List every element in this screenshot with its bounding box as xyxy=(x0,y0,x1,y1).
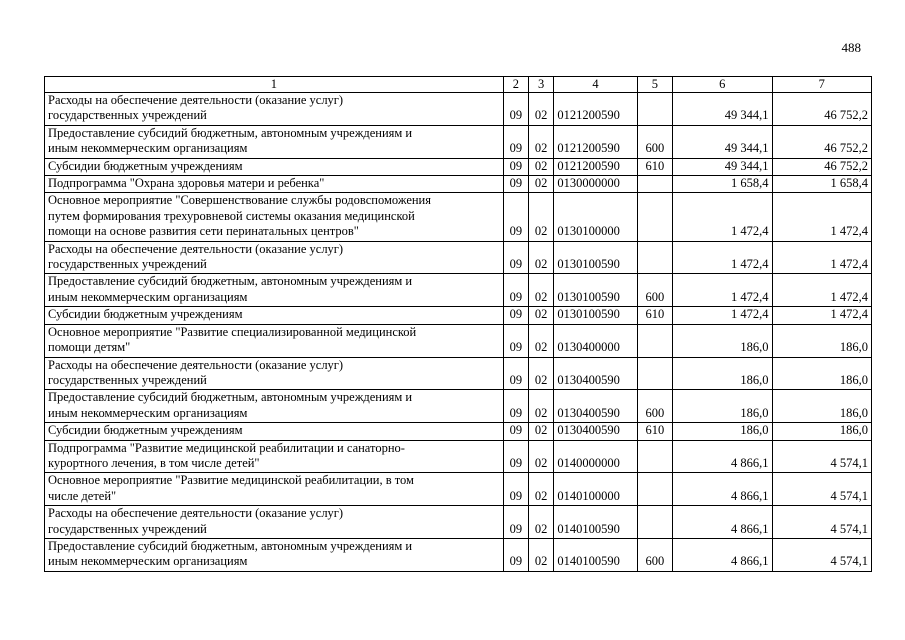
expense-name-cell: Расходы на обеспечение деятельности (оказание услуг) государственных учреждений xyxy=(45,506,504,539)
target-article-cell: 0130400590 xyxy=(554,423,637,440)
amount-col7-cell: 4 574,1 xyxy=(772,440,872,473)
expense-type-cell: 600 xyxy=(637,125,673,158)
section-code-cell: 09 xyxy=(503,473,528,506)
section-code-cell: 09 xyxy=(503,307,528,324)
budget-table xyxy=(44,76,872,572)
expense-name-cell: Предоставление субсидий бюджетным, автономным учреждениям и иным некоммерческим организациям xyxy=(45,274,504,307)
section-code-cell: 09 xyxy=(503,93,528,126)
section-code-cell: 09 xyxy=(503,357,528,390)
expense-name-cell: Основное мероприятие "Развитие медицинской реабилитации, в том числе детей" xyxy=(45,473,504,506)
amount-col6-cell: 1 472,4 xyxy=(673,193,772,241)
expense-type-cell: 600 xyxy=(637,390,673,423)
section-code-cell: 09 xyxy=(503,125,528,158)
header-row xyxy=(45,77,872,93)
target-article-cell: 0130400590 xyxy=(554,390,637,423)
amount-col7-cell: 1 472,4 xyxy=(772,241,872,274)
table-row xyxy=(45,538,872,571)
section-code-cell: 09 xyxy=(503,506,528,539)
target-article-cell: 0121200590 xyxy=(554,93,637,126)
amount-col7-cell: 186,0 xyxy=(772,324,872,357)
subsection-code-cell: 02 xyxy=(529,390,554,423)
amount-col7-cell: 46 752,2 xyxy=(772,158,872,175)
target-article-cell: 0140100590 xyxy=(554,506,637,539)
expense-name-cell: Расходы на обеспечение деятельности (оказание услуг) государственных учреждений xyxy=(45,241,504,274)
expense-name-cell: Субсидии бюджетным учреждениям xyxy=(45,158,504,175)
column-header-2: 2 xyxy=(503,77,528,93)
expense-type-cell: 610 xyxy=(637,307,673,324)
expense-name-cell: Расходы на обеспечение деятельности (оказание услуг) государственных учреждений xyxy=(45,357,504,390)
amount-col7-cell: 4 574,1 xyxy=(772,473,872,506)
target-article-cell: 0140100590 xyxy=(554,538,637,571)
expense-type-cell xyxy=(637,324,673,357)
expense-type-cell xyxy=(637,241,673,274)
expense-name-cell: Субсидии бюджетным учреждениям xyxy=(45,423,504,440)
amount-col6-cell: 49 344,1 xyxy=(673,125,772,158)
section-code-cell: 09 xyxy=(503,193,528,241)
table-row xyxy=(45,324,872,357)
expense-name-cell: Предоставление субсидий бюджетным, автономным учреждениям и иным некоммерческим организациям xyxy=(45,125,504,158)
expense-name-cell: Подпрограмма "Охрана здоровья матери и ребенка" xyxy=(45,176,504,193)
amount-col6-cell: 49 344,1 xyxy=(673,158,772,175)
table-row xyxy=(45,158,872,175)
section-code-cell: 09 xyxy=(503,440,528,473)
expense-type-cell xyxy=(637,357,673,390)
subsection-code-cell: 02 xyxy=(529,125,554,158)
target-article-cell: 0121200590 xyxy=(554,158,637,175)
target-article-cell: 0130400590 xyxy=(554,357,637,390)
amount-col6-cell: 186,0 xyxy=(673,357,772,390)
target-article-cell: 0121200590 xyxy=(554,125,637,158)
expense-type-cell xyxy=(637,440,673,473)
column-header-7: 7 xyxy=(772,77,872,93)
section-code-cell: 09 xyxy=(503,538,528,571)
table-row xyxy=(45,176,872,193)
subsection-code-cell: 02 xyxy=(529,473,554,506)
subsection-code-cell: 02 xyxy=(529,93,554,126)
expense-name-cell: Основное мероприятие "Развитие специализированной медицинской помощи детям" xyxy=(45,324,504,357)
expense-type-cell xyxy=(637,176,673,193)
target-article-cell: 0130000000 xyxy=(554,176,637,193)
table-row xyxy=(45,357,872,390)
expense-type-cell: 600 xyxy=(637,274,673,307)
target-article-cell: 0130100590 xyxy=(554,274,637,307)
amount-col7-cell: 1 472,4 xyxy=(772,307,872,324)
subsection-code-cell: 02 xyxy=(529,506,554,539)
column-header-1: 1 xyxy=(45,77,504,93)
subsection-code-cell: 02 xyxy=(529,307,554,324)
amount-col7-cell: 46 752,2 xyxy=(772,125,872,158)
amount-col6-cell: 1 472,4 xyxy=(673,241,772,274)
page-number: 488 xyxy=(841,40,861,55)
expense-name-cell: Предоставление субсидий бюджетным, автономным учреждениям и иным некоммерческим организациям xyxy=(45,538,504,571)
subsection-code-cell: 02 xyxy=(529,357,554,390)
table-row xyxy=(45,193,872,241)
column-header-4: 4 xyxy=(554,77,637,93)
amount-col7-cell: 46 752,2 xyxy=(772,93,872,126)
table-row xyxy=(45,423,872,440)
subsection-code-cell: 02 xyxy=(529,176,554,193)
table-row xyxy=(45,440,872,473)
expense-type-cell xyxy=(637,93,673,126)
expense-name-cell: Основное мероприятие "Совершенствование службы родовспоможения путем формирования трехуровневой системы оказания медицинской помощи на основе развития сети перинатальных центров" xyxy=(45,193,504,241)
amount-col6-cell: 1 472,4 xyxy=(673,307,772,324)
section-code-cell: 09 xyxy=(503,324,528,357)
table-row xyxy=(45,506,872,539)
subsection-code-cell: 02 xyxy=(529,324,554,357)
expense-type-cell: 610 xyxy=(637,158,673,175)
column-header-6: 6 xyxy=(673,77,772,93)
subsection-code-cell: 02 xyxy=(529,241,554,274)
expense-name-cell: Расходы на обеспечение деятельности (оказание услуг) государственных учреждений xyxy=(45,93,504,126)
section-code-cell: 09 xyxy=(503,158,528,175)
target-article-cell: 0130100590 xyxy=(554,241,637,274)
section-code-cell: 09 xyxy=(503,176,528,193)
amount-col6-cell: 186,0 xyxy=(673,324,772,357)
target-article-cell: 0130100000 xyxy=(554,193,637,241)
amount-col7-cell: 1 472,4 xyxy=(772,274,872,307)
amount-col6-cell: 186,0 xyxy=(673,390,772,423)
table-row xyxy=(45,125,872,158)
subsection-code-cell: 02 xyxy=(529,274,554,307)
target-article-cell: 0140100000 xyxy=(554,473,637,506)
target-article-cell: 0140000000 xyxy=(554,440,637,473)
table-row xyxy=(45,390,872,423)
amount-col6-cell: 4 866,1 xyxy=(673,506,772,539)
subsection-code-cell: 02 xyxy=(529,193,554,241)
amount-col7-cell: 1 658,4 xyxy=(772,176,872,193)
target-article-cell: 0130100590 xyxy=(554,307,637,324)
subsection-code-cell: 02 xyxy=(529,158,554,175)
amount-col6-cell: 4 866,1 xyxy=(673,538,772,571)
expense-type-cell xyxy=(637,473,673,506)
table-row xyxy=(45,241,872,274)
section-code-cell: 09 xyxy=(503,274,528,307)
amount-col6-cell: 1 472,4 xyxy=(673,274,772,307)
subsection-code-cell: 02 xyxy=(529,440,554,473)
section-code-cell: 09 xyxy=(503,390,528,423)
subsection-code-cell: 02 xyxy=(529,423,554,440)
expense-name-cell: Предоставление субсидий бюджетным, автономным учреждениям и иным некоммерческим организациям xyxy=(45,390,504,423)
amount-col6-cell: 4 866,1 xyxy=(673,473,772,506)
expense-type-cell: 600 xyxy=(637,538,673,571)
section-code-cell: 09 xyxy=(503,241,528,274)
table-row xyxy=(45,274,872,307)
amount-col6-cell: 4 866,1 xyxy=(673,440,772,473)
amount-col7-cell: 4 574,1 xyxy=(772,538,872,571)
expense-name-cell: Подпрограмма "Развитие медицинской реабилитации и санаторно- курортного лечения, в том числе детей" xyxy=(45,440,504,473)
amount-col7-cell: 186,0 xyxy=(772,357,872,390)
expense-name-cell: Субсидии бюджетным учреждениям xyxy=(45,307,504,324)
target-article-cell: 0130400000 xyxy=(554,324,637,357)
expense-type-cell xyxy=(637,193,673,241)
amount-col7-cell: 1 472,4 xyxy=(772,193,872,241)
table-row xyxy=(45,307,872,324)
table-row xyxy=(45,93,872,126)
column-header-3: 3 xyxy=(529,77,554,93)
subsection-code-cell: 02 xyxy=(529,538,554,571)
table-body xyxy=(45,93,872,572)
amount-col6-cell: 49 344,1 xyxy=(673,93,772,126)
amount-col7-cell: 186,0 xyxy=(772,390,872,423)
column-header-5: 5 xyxy=(637,77,673,93)
expense-type-cell: 610 xyxy=(637,423,673,440)
amount-col7-cell: 186,0 xyxy=(772,423,872,440)
table-row xyxy=(45,473,872,506)
expense-type-cell xyxy=(637,506,673,539)
section-code-cell: 09 xyxy=(503,423,528,440)
amount-col6-cell: 1 658,4 xyxy=(673,176,772,193)
amount-col6-cell: 186,0 xyxy=(673,423,772,440)
amount-col7-cell: 4 574,1 xyxy=(772,506,872,539)
